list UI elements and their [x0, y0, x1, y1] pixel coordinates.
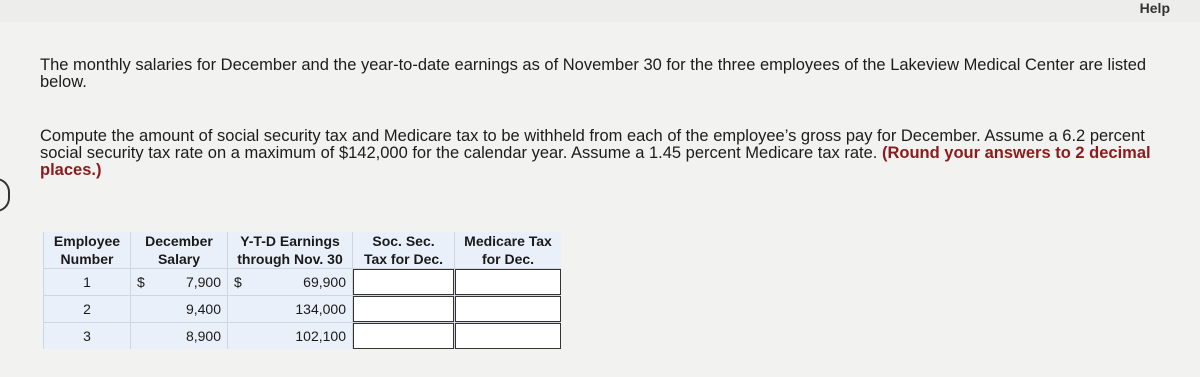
employee-number-cell: 3 [44, 323, 131, 350]
salary-value: 7,900 [185, 274, 221, 290]
employee-number-cell: 2 [44, 296, 131, 323]
header-employee-line1: Employee [53, 233, 121, 249]
left-edge-bracket [0, 178, 10, 212]
salary-cell [131, 323, 228, 350]
header-medicare-tax [455, 232, 562, 269]
soc-sec-tax-input-3[interactable] [353, 323, 454, 349]
ytd-value: 134,000 [295, 301, 346, 317]
currency-symbol: $ [234, 274, 242, 290]
soc-sec-tax-input-1[interactable] [353, 269, 454, 295]
rounding-note: (Round your answers to 2 decimal places.) [40, 144, 1151, 179]
header-december-salary [131, 232, 228, 269]
table-row [44, 296, 562, 323]
ytd-cell [228, 323, 353, 350]
header-ytd-line1: Y-T-D Earnings [240, 233, 340, 249]
header-ytd-line2: through Nov. 30 [237, 251, 343, 267]
medicare-answer-cell [455, 269, 562, 296]
ytd-value: 69,900 [303, 274, 346, 290]
payroll-table-container [43, 232, 561, 349]
soc-sec-answer-cell [353, 323, 455, 350]
header-ss-line2: Tax for Dec. [363, 251, 444, 267]
medicare-answer-cell [455, 296, 562, 323]
header-salary-line1: December [145, 233, 213, 249]
instructions-text: Compute the amount of social security tax and Medicare tax to be withheld from each of the employee’s gross pay for December. Assume a 6.2 percent social security tax rate on a maximum of $142,000 for the calendar year. Assume a 1.45 percent Medicare tax rate. [40, 127, 1145, 162]
header-med-line2: for Dec. [481, 251, 535, 267]
salary-value: 8,900 [185, 328, 221, 344]
header-ytd-earnings [228, 232, 353, 269]
table-header-row [44, 232, 562, 269]
medicare-tax-input-1[interactable] [455, 269, 561, 295]
header-salary-line2: Salary [157, 251, 201, 267]
employee-number-cell: 1 [44, 269, 131, 296]
payroll-table [43, 232, 561, 349]
instructions-paragraph [40, 128, 1160, 179]
soc-sec-answer-cell [353, 269, 455, 296]
ytd-cell [228, 296, 353, 323]
header-ss-line1: Soc. Sec. [372, 233, 435, 249]
table-row [44, 269, 562, 296]
medicare-tax-input-2[interactable] [455, 296, 561, 322]
soc-sec-tax-input-2[interactable] [353, 296, 454, 322]
medicare-answer-cell [455, 323, 562, 350]
header-employee-line2: Number [60, 251, 114, 267]
ytd-value: 102,100 [295, 328, 346, 344]
top-bar [0, 0, 1200, 22]
header-med-line1: Medicare Tax [464, 233, 552, 249]
table-row [44, 323, 562, 350]
salary-value: 9,400 [185, 301, 221, 317]
currency-symbol: $ [137, 274, 145, 290]
medicare-tax-input-3[interactable] [455, 323, 561, 349]
help-link[interactable]: Help [1139, 0, 1170, 16]
intro-paragraph: The monthly salaries for December and the year-to-date earnings as of November 30 for the three employees of the Lakeview Medical Center are listed below. [40, 56, 1147, 91]
ytd-cell [228, 269, 353, 296]
salary-cell [131, 296, 228, 323]
salary-cell [131, 269, 228, 296]
soc-sec-answer-cell [353, 296, 455, 323]
header-employee-number [44, 232, 131, 269]
header-soc-sec-tax [353, 232, 455, 269]
